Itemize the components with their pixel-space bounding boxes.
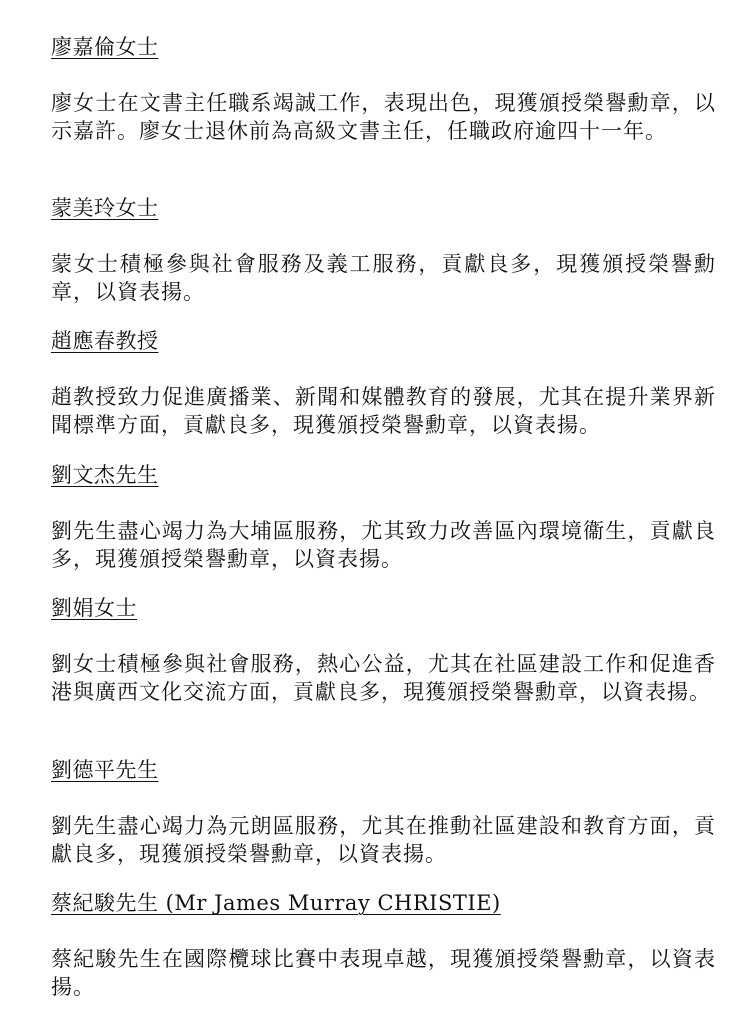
recipient-name: 廖嘉倫女士 bbox=[51, 35, 159, 59]
award-entry bbox=[51, 327, 716, 439]
recipient-name: 劉文杰先生 bbox=[51, 463, 159, 487]
award-entry bbox=[51, 889, 716, 1001]
award-entry bbox=[51, 756, 716, 868]
award-description: 蔡紀駿先生在國際欖球比賽中表現卓越，現獲頒授榮譽勳章，以資表揚。 bbox=[51, 947, 716, 999]
recipient-name: 劉娟女士 bbox=[51, 596, 137, 620]
award-description: 劉女士積極參與社會服務，熱心公益，尤其在社區建設工作和促進香港與廣西文化交流方面，貢獻良多，現獲頒授榮譽勳章，以資表揚。 bbox=[51, 652, 716, 704]
recipient-name: 劉德平先生 bbox=[51, 758, 159, 782]
award-description: 蒙女士積極參與社會服務及義工服務，貢獻良多，現獲頒授榮譽勳章，以資表揚。 bbox=[51, 252, 716, 304]
award-entry bbox=[51, 194, 716, 306]
award-entry bbox=[51, 461, 716, 573]
recipient-name: 趙應春教授 bbox=[51, 329, 159, 353]
award-description: 廖女士在文書主任職系竭誠工作，表現出色，現獲頒授榮譽勳章，以示嘉許。廖女士退休前為高級文書主任，任職政府逾四十一年。 bbox=[51, 91, 716, 143]
award-description: 劉先生盡心竭力為元朗區服務，尤其在推動社區建設和教育方面，貢獻良多，現獲頒授榮譽勳章，以資表揚。 bbox=[51, 814, 716, 866]
award-description: 趙教授致力促進廣播業、新聞和媒體教育的發展，尤其在提升業界新聞標準方面，貢獻良多，現獲頒授榮譽勳章，以資表揚。 bbox=[51, 385, 716, 437]
recipient-name: 蒙美玲女士 bbox=[51, 196, 159, 220]
recipient-name: 蔡紀駿先生 (Mr James Murray CHRISTIE) bbox=[51, 891, 501, 915]
award-entry bbox=[51, 594, 716, 706]
award-entry bbox=[51, 33, 716, 145]
award-description: 劉先生盡心竭力為大埔區服務，尤其致力改善區內環境衞生，貢獻良多，現獲頒授榮譽勳章，以資表揚。 bbox=[51, 519, 716, 571]
